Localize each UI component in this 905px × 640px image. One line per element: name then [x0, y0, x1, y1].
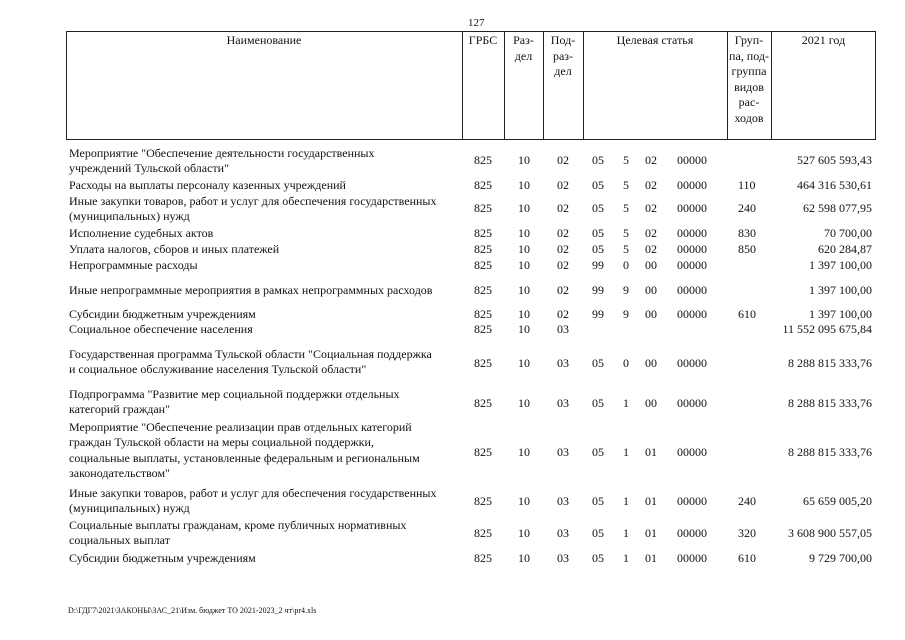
row-vid-raskhodov: 320 — [738, 526, 756, 540]
row-grbs: 825 — [474, 494, 492, 508]
row-cs-subprogram: 0 — [623, 356, 629, 370]
row-podrazdel: 03 — [557, 551, 569, 565]
row-vid-raskhodov: 110 — [738, 178, 756, 192]
header-grbs: ГРБС — [468, 33, 498, 47]
row-grbs: 825 — [474, 283, 492, 297]
row-sum: 9 729 700,00 — [809, 551, 872, 565]
row-cs-direction: 00000 — [677, 551, 707, 565]
row-razdel: 10 — [518, 153, 530, 167]
row-name: Мероприятие "Обеспечение деятельности государственных учреждений Тульской области" — [69, 146, 375, 176]
row-cs-event: 01 — [645, 526, 657, 540]
row-sum: 1 397 100,00 — [809, 258, 872, 272]
row-podrazdel: 02 — [557, 226, 569, 240]
row-grbs: 825 — [474, 322, 492, 336]
row-cs-event: 02 — [645, 178, 657, 192]
row-name: Государственная программа Тульской области "Социальная поддержка и социальное обслуживание населения Тульской области" — [69, 347, 432, 377]
row-sum: 62 598 077,95 — [803, 201, 872, 215]
row-cs-subprogram: 9 — [623, 307, 629, 321]
row-cs-program: 05 — [592, 494, 604, 508]
row-vid-raskhodov: 240 — [738, 494, 756, 508]
row-cs-direction: 00000 — [677, 445, 707, 459]
row-cs-program: 05 — [592, 226, 604, 240]
row-cs-direction: 00000 — [677, 356, 707, 370]
row-name: Иные закупки товаров, работ и услуг для обеспечения государственных (муниципальных) нужд — [69, 194, 437, 224]
row-cs-event: 00 — [645, 396, 657, 410]
row-cs-program: 05 — [592, 153, 604, 167]
row-cs-program: 05 — [592, 356, 604, 370]
row-podrazdel: 03 — [557, 494, 569, 508]
row-cs-event: 00 — [645, 283, 657, 297]
row-sum: 527 605 593,43 — [797, 153, 872, 167]
row-sum: 8 288 815 333,76 — [788, 445, 872, 459]
page-number: 127 — [468, 17, 485, 29]
row-cs-subprogram: 9 — [623, 283, 629, 297]
row-razdel: 10 — [518, 396, 530, 410]
row-cs-direction: 00000 — [677, 494, 707, 508]
row-cs-subprogram: 5 — [623, 178, 629, 192]
row-cs-program: 99 — [592, 307, 604, 321]
row-cs-direction: 00000 — [677, 201, 707, 215]
row-razdel: 10 — [518, 445, 530, 459]
row-cs-program: 99 — [592, 283, 604, 297]
row-razdel: 10 — [518, 551, 530, 565]
row-cs-direction: 00000 — [677, 396, 707, 410]
row-cs-direction: 00000 — [677, 307, 707, 321]
row-vid-raskhodov: 610 — [738, 551, 756, 565]
row-name: Мероприятие "Обеспечение реализации прав отдельных категорий граждан Тульской области на меры социальной поддержки, социальные выплаты, установленные федеральным и региональным законодательством" — [69, 420, 420, 481]
row-podrazdel: 02 — [557, 283, 569, 297]
header-podrazdel: Под- раз- дел — [550, 33, 576, 79]
row-name: Субсидии бюджетным учреждениям — [69, 307, 256, 321]
row-grbs: 825 — [474, 396, 492, 410]
row-name: Иные закупки товаров, работ и услуг для обеспечения государственных (муниципальных) нужд — [69, 486, 437, 516]
row-grbs: 825 — [474, 258, 492, 272]
row-podrazdel: 02 — [557, 258, 569, 272]
header-gruppa-vidov-raskhodov: Груп- па, под- группа видов рас- ходов — [729, 33, 769, 125]
row-grbs: 825 — [474, 201, 492, 215]
row-sum: 11 552 095 675,84 — [782, 322, 872, 336]
row-razdel: 10 — [518, 356, 530, 370]
row-cs-direction: 00000 — [677, 178, 707, 192]
header-year: 2021 год — [801, 33, 846, 47]
row-cs-program: 05 — [592, 178, 604, 192]
row-vid-raskhodov: 240 — [738, 201, 756, 215]
row-podrazdel: 03 — [557, 356, 569, 370]
row-sum: 65 659 005,20 — [803, 494, 872, 508]
row-sum: 8 288 815 333,76 — [788, 396, 872, 410]
row-razdel: 10 — [518, 307, 530, 321]
row-podrazdel: 02 — [557, 242, 569, 256]
row-grbs: 825 — [474, 226, 492, 240]
row-grbs: 825 — [474, 526, 492, 540]
row-cs-subprogram: 1 — [623, 551, 629, 565]
row-name: Социальное обеспечение населения — [69, 322, 253, 336]
row-grbs: 825 — [474, 178, 492, 192]
row-grbs: 825 — [474, 445, 492, 459]
row-sum: 3 608 900 557,05 — [788, 526, 872, 540]
row-cs-subprogram: 1 — [623, 494, 629, 508]
row-podrazdel: 02 — [557, 153, 569, 167]
header-razdel: Раз- дел — [513, 33, 534, 63]
row-name: Иные непрограммные мероприятия в рамках непрограммных расходов — [69, 283, 433, 297]
row-podrazdel: 03 — [557, 396, 569, 410]
row-razdel: 10 — [518, 242, 530, 256]
row-razdel: 10 — [518, 258, 530, 272]
row-cs-subprogram: 1 — [623, 445, 629, 459]
row-cs-program: 05 — [592, 396, 604, 410]
row-cs-event: 02 — [645, 153, 657, 167]
row-cs-program: 99 — [592, 258, 604, 272]
row-cs-event: 02 — [645, 242, 657, 256]
row-cs-event: 00 — [645, 356, 657, 370]
row-cs-event: 01 — [645, 494, 657, 508]
row-name: Социальные выплаты гражданам, кроме публичных нормативных социальных выплат — [69, 518, 407, 548]
row-sum: 1 397 100,00 — [809, 283, 872, 297]
row-vid-raskhodov: 830 — [738, 226, 756, 240]
header-celevaya-statya: Целевая статья — [616, 33, 694, 47]
row-cs-direction: 00000 — [677, 526, 707, 540]
row-razdel: 10 — [518, 322, 530, 336]
row-sum: 70 700,00 — [824, 226, 872, 240]
row-cs-direction: 00000 — [677, 153, 707, 167]
row-name: Расходы на выплаты персоналу казенных учреждений — [69, 178, 346, 192]
row-cs-subprogram: 5 — [623, 201, 629, 215]
row-name: Подпрограмма "Развитие мер социальной поддержки отдельных категорий граждан" — [69, 387, 400, 417]
row-razdel: 10 — [518, 526, 530, 540]
row-razdel: 10 — [518, 494, 530, 508]
row-cs-subprogram: 5 — [623, 226, 629, 240]
row-podrazdel: 02 — [557, 178, 569, 192]
row-podrazdel: 03 — [557, 526, 569, 540]
row-cs-event: 00 — [645, 307, 657, 321]
row-sum: 1 397 100,00 — [809, 307, 872, 321]
row-podrazdel: 03 — [557, 445, 569, 459]
row-cs-event: 01 — [645, 445, 657, 459]
row-sum: 464 316 530,61 — [797, 178, 872, 192]
footer-file-path: D:\ГДГ7\2021\ЗАКОНЫ\ЗАС_21\Изм. бюджет ТО 2021-2023_2 чт\pr4.xls — [68, 606, 317, 615]
row-vid-raskhodov: 610 — [738, 307, 756, 321]
row-sum: 8 288 815 333,76 — [788, 356, 872, 370]
row-name: Субсидии бюджетным учреждениям — [69, 551, 256, 565]
row-cs-event: 02 — [645, 226, 657, 240]
row-razdel: 10 — [518, 226, 530, 240]
row-razdel: 10 — [518, 178, 530, 192]
row-name: Непрограммные расходы — [69, 258, 198, 272]
row-cs-program: 05 — [592, 242, 604, 256]
row-grbs: 825 — [474, 307, 492, 321]
row-cs-direction: 00000 — [677, 258, 707, 272]
row-grbs: 825 — [474, 242, 492, 256]
row-grbs: 825 — [474, 551, 492, 565]
row-cs-direction: 00000 — [677, 242, 707, 256]
row-podrazdel: 03 — [557, 322, 569, 336]
row-grbs: 825 — [474, 356, 492, 370]
row-cs-program: 05 — [592, 551, 604, 565]
row-cs-subprogram: 0 — [623, 258, 629, 272]
row-cs-program: 05 — [592, 201, 604, 215]
row-podrazdel: 02 — [557, 307, 569, 321]
row-cs-program: 05 — [592, 445, 604, 459]
row-cs-event: 00 — [645, 258, 657, 272]
row-sum: 620 284,87 — [818, 242, 872, 256]
row-cs-subprogram: 1 — [623, 526, 629, 540]
row-vid-raskhodov: 850 — [738, 242, 756, 256]
row-cs-event: 01 — [645, 551, 657, 565]
row-cs-subprogram: 5 — [623, 242, 629, 256]
header-name: Наименование — [226, 33, 302, 47]
row-razdel: 10 — [518, 283, 530, 297]
row-name: Исполнение судебных актов — [69, 226, 214, 240]
row-name: Уплата налогов, сборов и иных платежей — [69, 242, 280, 256]
row-razdel: 10 — [518, 201, 530, 215]
row-cs-direction: 00000 — [677, 226, 707, 240]
row-cs-program: 05 — [592, 526, 604, 540]
row-cs-subprogram: 1 — [623, 396, 629, 410]
row-cs-event: 02 — [645, 201, 657, 215]
row-grbs: 825 — [474, 153, 492, 167]
row-cs-direction: 00000 — [677, 283, 707, 297]
row-podrazdel: 02 — [557, 201, 569, 215]
row-cs-subprogram: 5 — [623, 153, 629, 167]
